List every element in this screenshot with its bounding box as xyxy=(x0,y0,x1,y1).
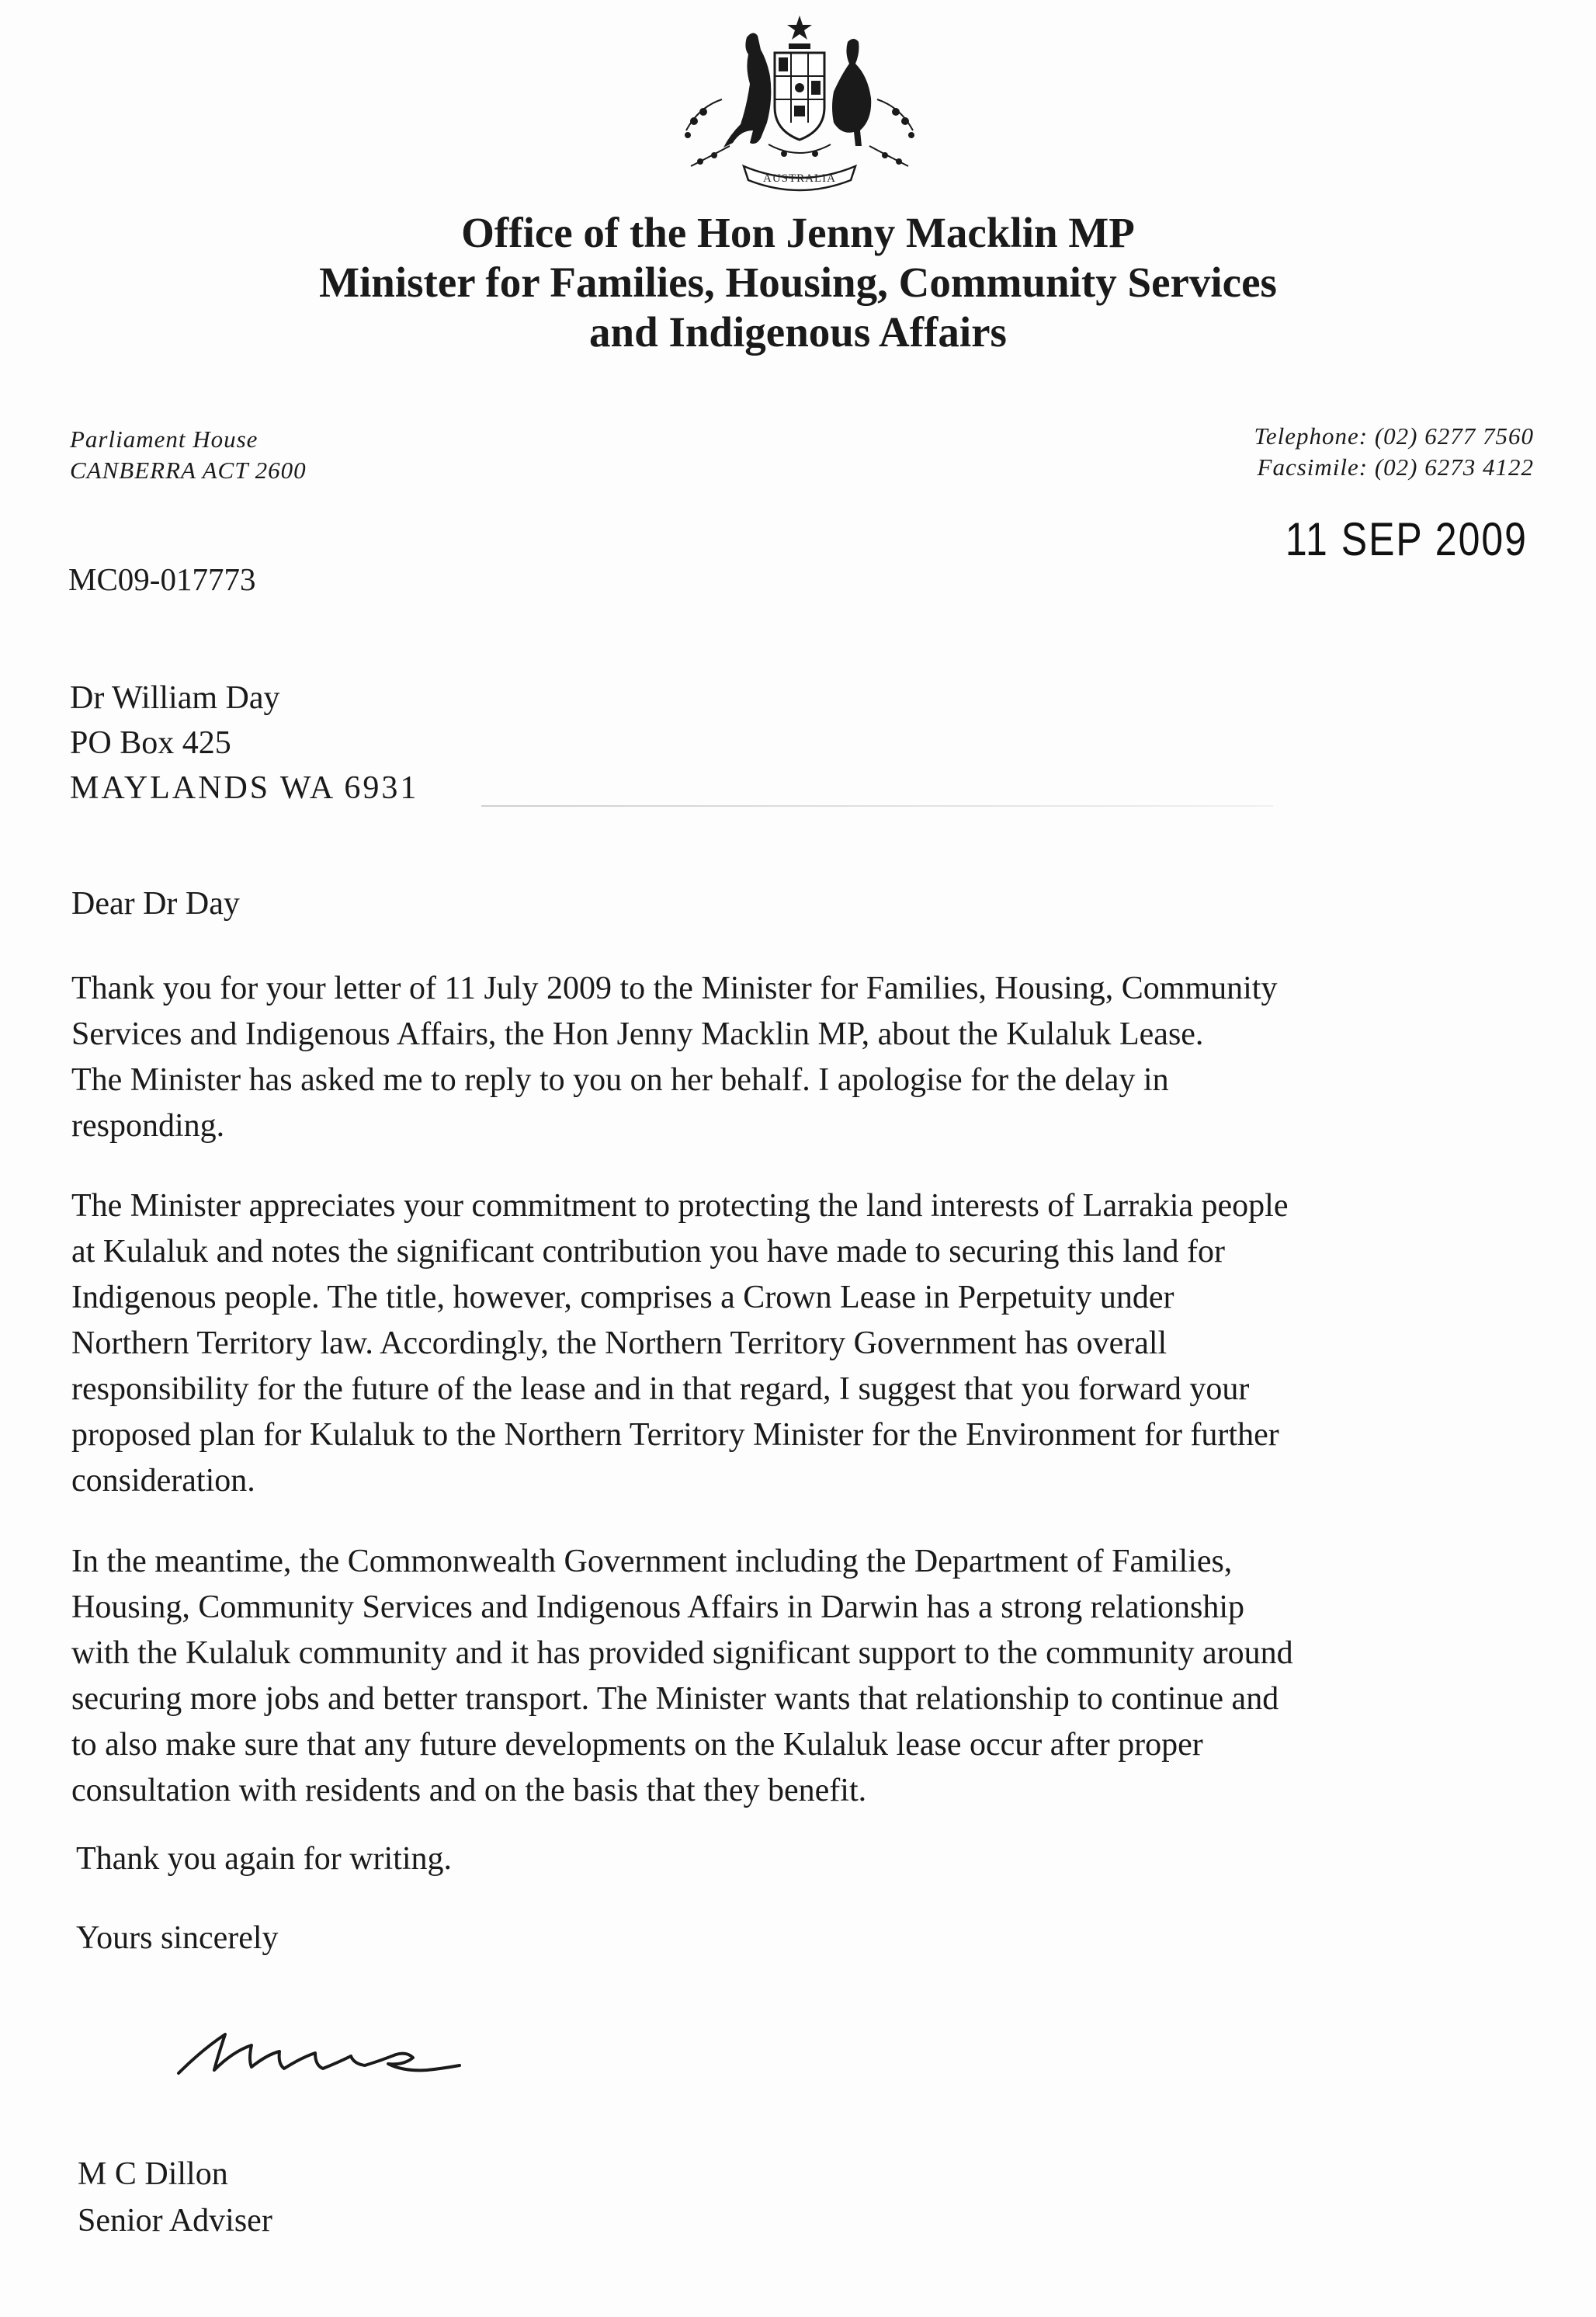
body-line: at Kulaluk and notes the significant contribution you have made to securing this land for xyxy=(71,1234,1225,1270)
salutation: Dear Dr Day xyxy=(71,886,240,922)
contact-details xyxy=(1254,421,1534,483)
body-paragraph-2 xyxy=(71,1183,1546,1504)
heading-line-2: Minister for Families, Housing, Community Services xyxy=(319,259,1277,306)
body-paragraph-1 xyxy=(71,966,1546,1149)
signature-icon xyxy=(171,2003,497,2089)
telephone-line: Telephone: (02) 6277 7560 xyxy=(1254,422,1534,450)
recipient-box: PO Box 425 xyxy=(70,725,231,761)
facsimile-line: Facsimile: (02) 6273 4122 xyxy=(1257,453,1534,481)
signer-title: Senior Adviser xyxy=(78,2203,272,2239)
valediction: Yours sincerely xyxy=(76,1920,279,1956)
divider xyxy=(481,805,1273,807)
body-line: consultation with residents and on the basis that they benefit. xyxy=(71,1773,867,1808)
body-line: In the meantime, the Commonwealth Government including the Department of Families, xyxy=(71,1544,1233,1579)
body-line: with the Kulaluk community and it has provided significant support to the community around xyxy=(71,1635,1293,1671)
body-line: Thank you for your letter of 11 July 2009 to the Minister for Families, Housing, Community xyxy=(71,971,1278,1006)
body-line: The Minister has asked me to reply to you on her behalf. I apologise for the delay in xyxy=(71,1062,1169,1098)
office-heading xyxy=(0,208,1596,357)
signer-name: M C Dillon xyxy=(78,2156,228,2192)
address-line-1: Parliament House xyxy=(70,426,258,453)
body-line: Indigenous people. The title, however, comprises a Crown Lease in Perpetuity under xyxy=(71,1280,1174,1315)
signer-block xyxy=(78,2151,272,2244)
body-paragraph-3 xyxy=(71,1539,1546,1814)
body-line: to also make sure that any future developments on the Kulaluk lease occur after proper xyxy=(71,1727,1203,1763)
date-stamp: 11 SEP 2009 xyxy=(1285,513,1528,566)
body-line: securing more jobs and better transport. The Minister wants that relationship to continue and xyxy=(71,1681,1279,1717)
reference-number: MC09-017773 xyxy=(68,561,256,597)
heading-line-3: and Indigenous Affairs xyxy=(589,308,1007,356)
body-line: Services and Indigenous Affairs, the Hon Jenny Macklin MP, about the Kulaluk Lease. xyxy=(71,1016,1204,1052)
office-address xyxy=(70,424,307,486)
coat-of-arms-icon xyxy=(675,14,924,197)
closing-thanks: Thank you again for writing. xyxy=(76,1841,453,1877)
heading-line-1: Office of the Hon Jenny Macklin MP xyxy=(461,209,1135,256)
body-line: Northern Territory law. Accordingly, the Northern Territory Government has overall xyxy=(71,1325,1168,1361)
body-line: consideration. xyxy=(71,1463,255,1499)
body-line: The Minister appreciates your commitment to protecting the land interests of Larrakia people xyxy=(71,1188,1289,1224)
recipient-city: MAYLANDS WA 6931 xyxy=(70,770,419,806)
address-line-2: CANBERRA ACT 2600 xyxy=(70,457,307,484)
body-line: proposed plan for Kulaluk to the Northern Territory Minister for the Environment for further xyxy=(71,1417,1279,1453)
recipient-name: Dr William Day xyxy=(70,680,280,716)
recipient-address xyxy=(70,676,418,811)
body-line: Housing, Community Services and Indigenous Affairs in Darwin has a strong relationship xyxy=(71,1589,1245,1625)
crest-motto: AUSTRALIA xyxy=(763,172,836,185)
body-line: responding. xyxy=(71,1108,225,1144)
body-line: responsibility for the future of the lease and in that regard, I suggest that you forward your xyxy=(71,1371,1250,1407)
